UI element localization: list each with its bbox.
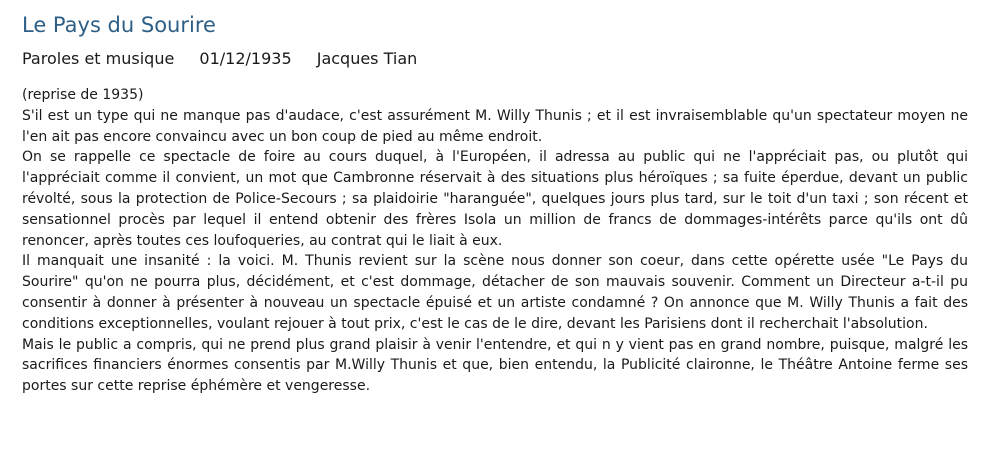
meta-date: 01/12/1935 [199,49,292,68]
document-page [22,10,968,397]
article-body [22,85,968,397]
article-paragraph: On se rappelle ce spectacle de foire au cours duquel, à l'Européen, il adressa au public qui ne l'appréciait pas, ou plutôt qui l'appréciait comme il convient, un mot que Cambronne réservait à des situations plus héroïques ; sa fuite éperdue, devant un public révolté, sous la protection de Police-Secours ; sa plaidoirie "haranguée", quelques jours plus tard, sur le toit d'un taxi ; son récent et sensationnel procès par lequel il entend obtenir des frères Isola un million de francs de dommages-intérêts parce qu'ils ont dû renoncer, après toutes ces loufoqueries, au contrat qui le liait à eux. [22,149,968,249]
meta-author: Jacques Tian [316,49,418,68]
page-title: Le Pays du Sourire [22,13,216,37]
meta-type: Paroles et musique [22,49,175,68]
article-paragraph: S'il est un type qui ne manque pas d'audace, c'est assurément M. Willy Thunis ; et il est invraisemblable qu'un spectateur moyen ne l'en ait pas encore convaincu avec un bon coup de pied au même endroit. [22,107,968,145]
article-subtitle: (reprise de 1935) [22,87,144,103]
article-paragraph: Mais le public a compris, qui ne prend plus grand plaisir à venir l'entendre, et qui n y vient pas en grand nombre, puisque, malgré les sacrifices financiers énormes consentis par M.Willy Thunis et que, bien entendu, la Publicité claironne, le Théâtre Antoine ferme ses portes sur cette reprise éphémère et vengeresse. [22,336,968,395]
article-paragraph: Il manquait une insanité : la voici. M. Thunis revient sur la scène nous donner son coeur, dans cette opérette usée "Le Pays du Sourire" qu'on ne pourra plus, décidément, et c'est dommage, détacher de son mauvais souvenir. Comment un Directeur a-t-il pu consentir à donner à présenter à nouveau un spectacle épuisé et un artiste condamné ? On annonce que M. Willy Thunis a fait des conditions exceptionnelles, voulant rejouer à tout prix, c'est le cas de le dire, devant les Parisiens dont il recherchait l'absolution. [22,253,968,332]
article-meta [22,48,968,70]
